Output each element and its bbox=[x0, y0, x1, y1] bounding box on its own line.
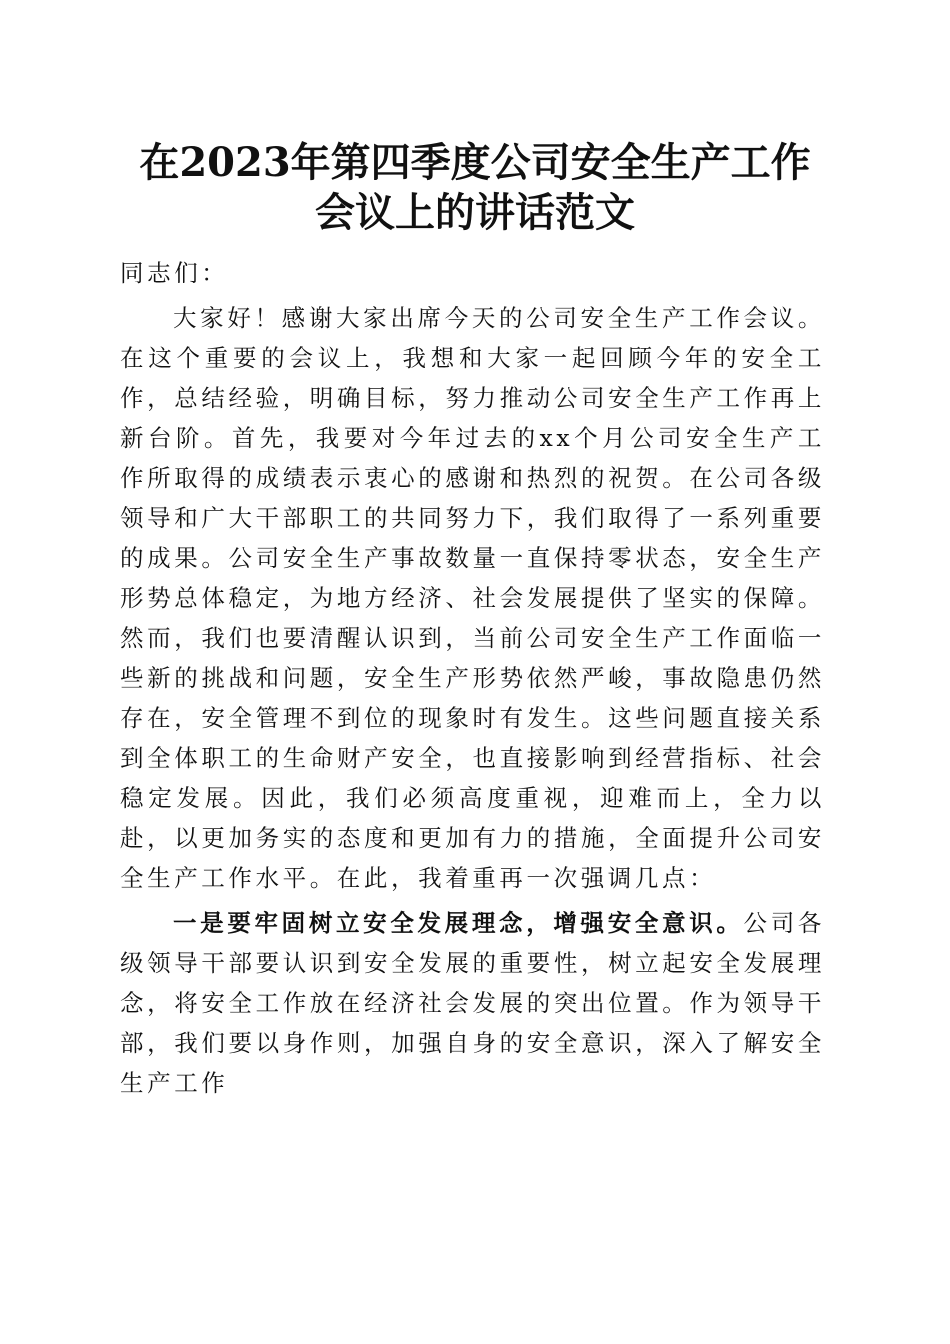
paragraph-2-rest: 公司各级领导干部要认识到安全发展的重要性，树立起安全发展理念，将安全工作放在经济社会发展的突出位置。作为领导干部，我们要以身作则，加强自身的安全意识，深入了解安全生产工作 bbox=[120, 909, 825, 1097]
paragraph-1: 大家好！感谢大家出席今天的公司安全生产工作会议。在这个重要的会议上，我想和大家一起回顾今年的安全工作，总结经验，明确目标，努力推动公司安全生产工作再上新台阶。首先，我要对今年过去的xx个月公司安全生产工作所取得的成绩表示衷心的感谢和热烈的祝贺。在公司各级领导和广大干部职工的共同努力下，我们取得了一系列重要的成果。公司安全生产事故数量一直保持零状态，安全生产形势总体稳定，为地方经济、社会发展提供了坚实的保障。然而，我们也要清醒认识到，当前公司安全生产工作面临一些新的挑战和问题，安全生产形势依然严峻，事故隐患仍然存在，安全管理不到位的现象时有发生。这些问题直接关系到全体职工的生命财产安全，也直接影响到经营指标、社会稳定发展。因此，我们必须高度重视，迎难而上，全力以赴，以更加务实的态度和更加有力的措施，全面提升公司安全生产工作水平。在此，我着重再一次强调几点： bbox=[120, 304, 825, 892]
document-title: 在2023年第四季度公司安全生产工作会议上的讲话范文 bbox=[139, 139, 811, 236]
document-body bbox=[120, 253, 825, 1103]
paragraph-2 bbox=[120, 903, 825, 1103]
paragraph-2-lead: 一是要牢固树立安全发展理念，增强安全意识。 bbox=[173, 909, 744, 937]
greeting: 同志们： bbox=[120, 259, 229, 287]
